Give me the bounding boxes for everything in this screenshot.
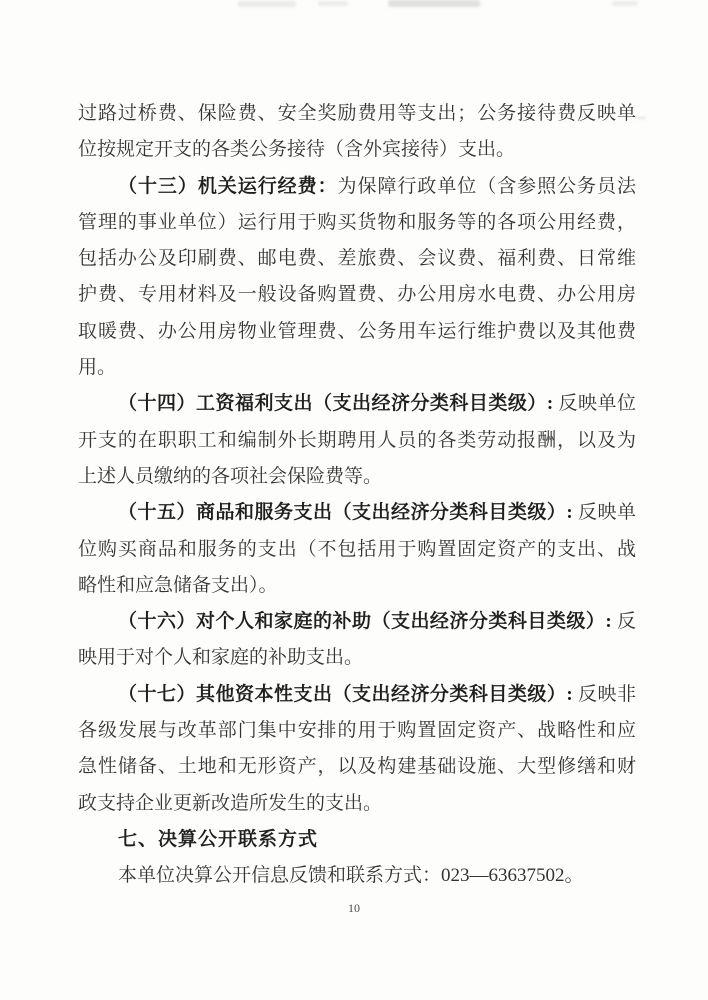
text-run: 包括办公及印刷费、邮电费、差旅费、会议费、福利费、日常维 <box>78 248 636 270</box>
text-line <box>78 495 636 531</box>
heading-text: 七、决算公开联系方式 <box>118 828 319 850</box>
text-line <box>78 604 636 640</box>
text-line <box>78 277 636 313</box>
text-run: 位按规定开支的各类公务接待（含外宾接待）支出。 <box>78 139 516 161</box>
text-run: 过路过桥费、保险费、安全奖励费用等支出；公务接待费反映单 <box>78 103 636 124</box>
text-run: 反映单位 <box>558 393 636 415</box>
text-run: 各级发展与改革部门集中安排的用于购置固定资产、战略性和应 <box>78 720 636 742</box>
section-heading <box>78 822 636 858</box>
text-line <box>78 749 636 785</box>
bold-run: （十六）对个人和家庭的补助（支出经济分类科目类级）: <box>118 611 617 633</box>
text-run: 护费、专用材料及一般设备购置费、办公用房水电费、办公用房 <box>78 284 636 306</box>
page-number: 10 <box>348 901 360 915</box>
bold-run: （十三）机关运行经费： <box>118 175 338 197</box>
text-line <box>78 386 636 422</box>
text-run: 政支持企业更新改造所发生的支出。 <box>78 792 383 814</box>
text-line <box>78 314 636 350</box>
scan-artifact <box>612 1 638 6</box>
contact-line <box>78 858 636 894</box>
bold-run: （十四）工资福利支出（支出经济分类科目类级）: <box>118 393 559 415</box>
scan-artifact <box>388 0 480 7</box>
text-run: 为保障行政单位（含参照公务员法 <box>337 175 636 197</box>
text-run: 急性储备、土地和无形资产，以及构建基础设施、大型修缮和财 <box>78 756 636 778</box>
contact-text: 本单位决算公开信息反馈和联系方式：023—63637502。 <box>118 865 584 887</box>
text-run: 映用于对个人和家庭的补助支出。 <box>78 647 364 669</box>
text-run: 反映非 <box>577 683 636 705</box>
text-line <box>78 713 636 749</box>
text-run: 取暖费、办公用房物业管理费、公务用车运行维护费以及其他费 <box>78 320 636 342</box>
text-line <box>78 205 636 241</box>
text-line <box>78 568 636 604</box>
text-line <box>78 677 636 713</box>
document-body <box>78 96 636 895</box>
text-run: 反 <box>616 611 636 633</box>
text-line <box>78 423 636 459</box>
scan-artifact <box>318 1 348 6</box>
bold-run: （十七）其他资本性支出（支出经济分类科目类级）: <box>118 683 578 705</box>
text-line <box>78 241 636 277</box>
bold-run: （十五）商品和服务支出（支出经济分类科目类级）: <box>118 502 578 524</box>
scan-artifact <box>238 1 296 7</box>
text-line <box>78 96 636 132</box>
text-run: 用。 <box>78 357 117 379</box>
text-line <box>78 350 636 386</box>
text-run: 开支的在职职工和编制外长期聘用人员的各类劳动报酬，以及为 <box>78 429 636 451</box>
text-line <box>78 132 636 168</box>
text-line <box>78 640 636 676</box>
text-run: 位购买商品和服务的支出（不包括用于购置固定资产的支出、战 <box>78 538 636 560</box>
text-line <box>78 532 636 568</box>
text-run: 上述人员缴纳的各项社会保险费等。 <box>78 465 383 487</box>
text-run: 管理的事业单位）运行用于购买货物和服务等的各项公用经费， <box>78 211 636 233</box>
text-run: 略性和应急储备支出）。 <box>78 574 278 596</box>
text-line <box>78 459 636 495</box>
text-run: 反映单 <box>577 502 636 524</box>
text-line <box>78 169 636 205</box>
text-line <box>78 786 636 822</box>
scan-artifact <box>636 117 646 119</box>
